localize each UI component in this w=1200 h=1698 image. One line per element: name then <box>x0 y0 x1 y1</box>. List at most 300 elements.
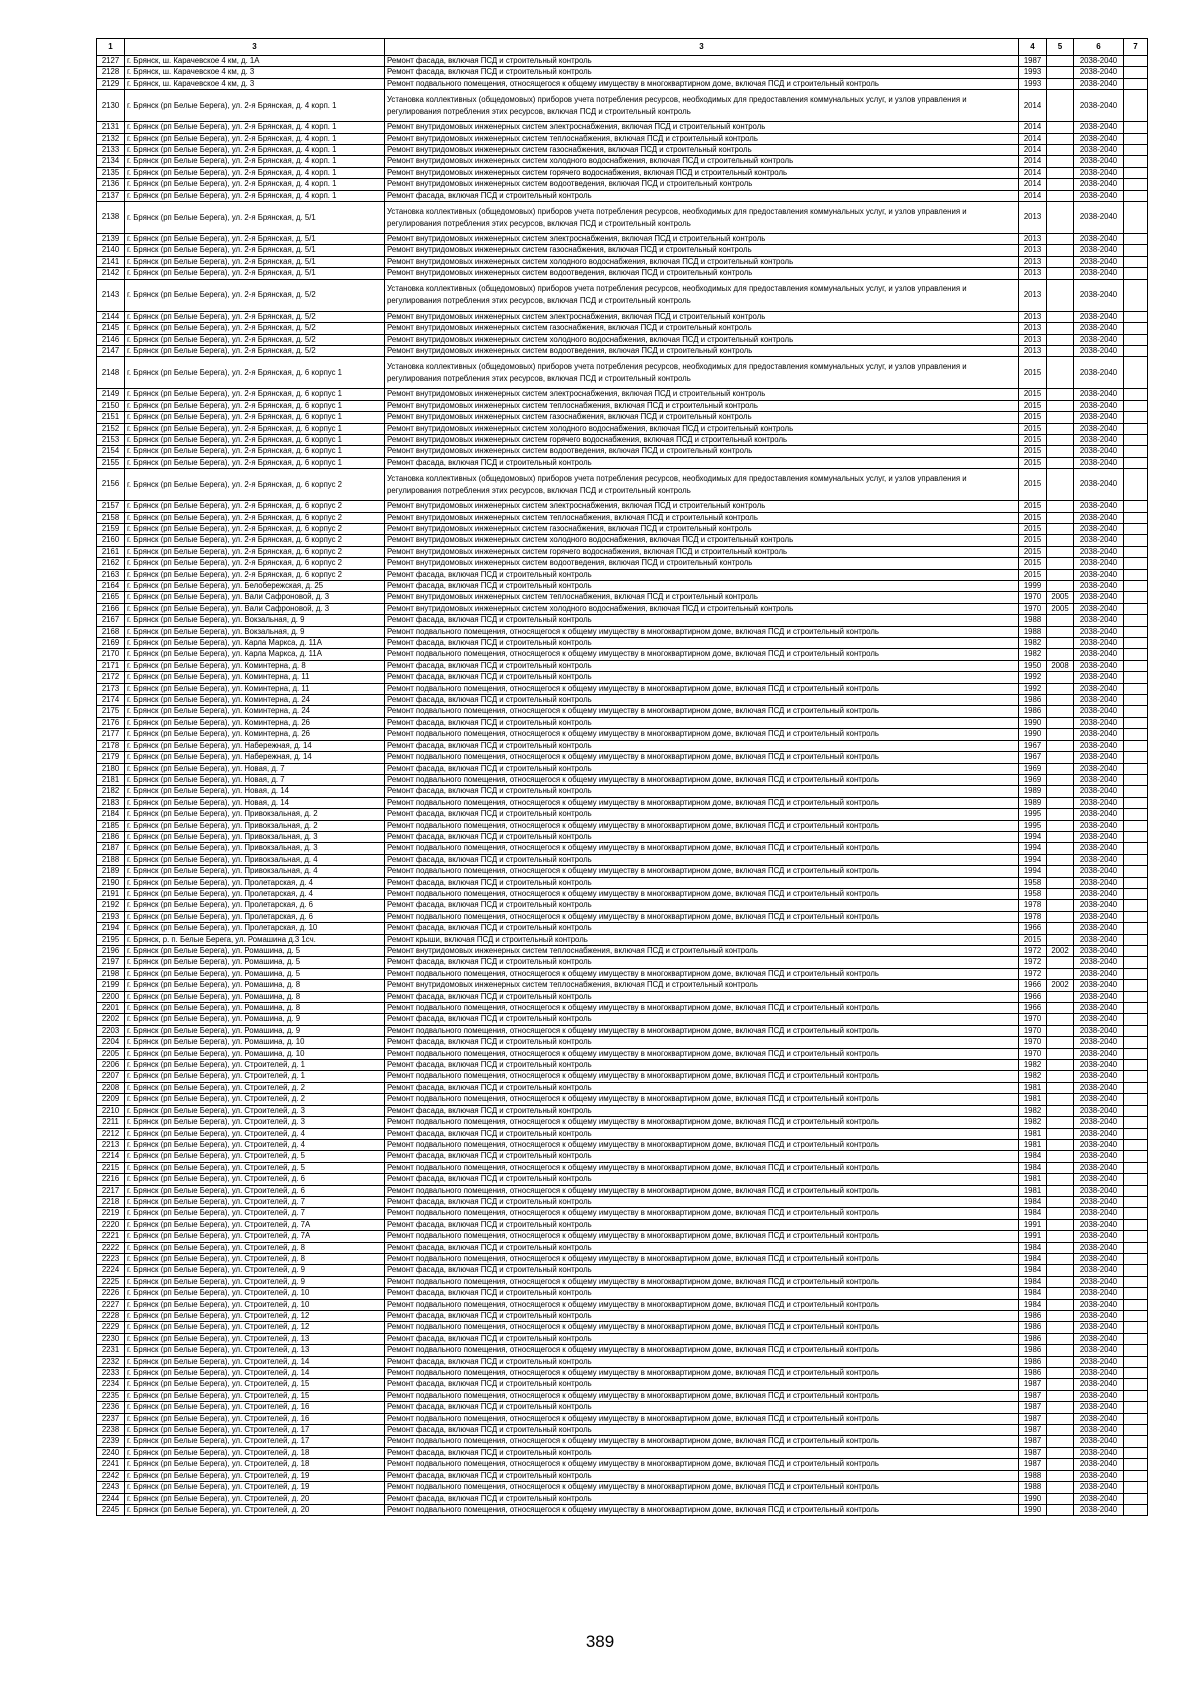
row-period: 2038-2040 <box>1074 763 1124 774</box>
row-address: г. Брянск (рп Белые Берега), ул. 2-я Брянская, д. 6 корпус 1 <box>125 357 385 389</box>
row-number: 2240 <box>97 1447 125 1458</box>
row-period: 2038-2040 <box>1074 167 1124 178</box>
table-row <box>97 446 1148 457</box>
row-repair-year <box>1047 133 1074 144</box>
row-extra <box>1124 957 1148 968</box>
row-work-type: Ремонт фасада, включая ПСД и строительный контроль <box>385 67 1019 78</box>
row-repair-year <box>1047 729 1074 740</box>
row-work-type: Ремонт подвального помещения, относящегося к общему имуществу в многоквартирном доме, включая ПСД и строительный контроль <box>385 1139 1019 1150</box>
row-repair-year <box>1047 179 1074 190</box>
row-number: 2160 <box>97 535 125 546</box>
row-period: 2038-2040 <box>1074 1276 1124 1287</box>
row-work-type: Ремонт фасада, включая ПСД и строительный контроль <box>385 1060 1019 1071</box>
row-address: г. Брянск (рп Белые Берега), ул. 2-я Брянская, д. 4 корп. 1 <box>125 179 385 190</box>
row-period: 2038-2040 <box>1074 934 1124 945</box>
row-repair-year <box>1047 279 1074 311</box>
row-extra <box>1124 1311 1148 1322</box>
row-period: 2038-2040 <box>1074 854 1124 865</box>
row-period: 2038-2040 <box>1074 179 1124 190</box>
table-row <box>97 501 1148 512</box>
table-row <box>97 1208 1148 1219</box>
row-repair-year <box>1047 256 1074 267</box>
row-work-type: Ремонт фасада, включая ПСД и строительный контроль <box>385 1196 1019 1207</box>
row-number: 2156 <box>97 469 125 501</box>
table-row <box>97 683 1148 694</box>
row-repair-year <box>1047 1037 1074 1048</box>
row-period: 2038-2040 <box>1074 1504 1124 1515</box>
row-number: 2128 <box>97 67 125 78</box>
row-repair-year <box>1047 626 1074 637</box>
row-address: г. Брянск (рп Белые Берега), ул. Строителей, д. 9 <box>125 1265 385 1276</box>
row-build-year: 2014 <box>1019 167 1047 178</box>
row-extra <box>1124 1288 1148 1299</box>
row-build-year: 2014 <box>1019 156 1047 167</box>
row-address: г. Брянск (рп Белые Берега), ул. 2-я Брянская, д. 4 корп. 1 <box>125 167 385 178</box>
row-period: 2038-2040 <box>1074 90 1124 122</box>
row-address: г. Брянск (рп Белые Берега), ул. 2-я Брянская, д. 6 корпус 1 <box>125 457 385 468</box>
row-build-year: 2014 <box>1019 133 1047 144</box>
row-period: 2038-2040 <box>1074 1162 1124 1173</box>
table-row <box>97 1333 1148 1344</box>
row-address: г. Брянск (рп Белые Берега), ул. Вокзальная, д. 9 <box>125 626 385 637</box>
row-number: 2167 <box>97 615 125 626</box>
row-work-type: Ремонт подвального помещения, относящегося к общему имуществу в многоквартирном доме, включая ПСД и строительный контроль <box>385 683 1019 694</box>
row-build-year: 1984 <box>1019 1276 1047 1287</box>
row-build-year: 1992 <box>1019 683 1047 694</box>
row-number: 2134 <box>97 156 125 167</box>
table-row <box>97 660 1148 671</box>
table-row <box>97 469 1148 501</box>
table-row <box>97 946 1148 957</box>
row-address: г. Брянск (рп Белые Берега), ул. 2-я Брянская, д. 5/1 <box>125 245 385 256</box>
table-row <box>97 1470 1148 1481</box>
row-address: г. Брянск (рп Белые Берега), ул. Новая, д. 7 <box>125 763 385 774</box>
row-period: 2038-2040 <box>1074 1117 1124 1128</box>
row-number: 2200 <box>97 991 125 1002</box>
row-work-type: Ремонт подвального помещения, относящегося к общему имуществу в многоквартирном доме, включая ПСД и строительный контроль <box>385 1299 1019 1310</box>
row-work-type: Ремонт подвального помещения, относящегося к общему имуществу в многоквартирном доме, включая ПСД и строительный контроль <box>385 1208 1019 1219</box>
row-repair-year <box>1047 90 1074 122</box>
row-work-type: Ремонт фасада, включая ПСД и строительный контроль <box>385 660 1019 671</box>
row-period: 2038-2040 <box>1074 122 1124 133</box>
row-period: 2038-2040 <box>1074 457 1124 468</box>
row-number: 2212 <box>97 1128 125 1139</box>
table-row <box>97 1299 1148 1310</box>
row-repair-year <box>1047 523 1074 534</box>
row-address: г. Брянск (рп Белые Берега), ул. Строителей, д. 13 <box>125 1345 385 1356</box>
table-row <box>97 1128 1148 1139</box>
table-row <box>97 1276 1148 1287</box>
row-number: 2157 <box>97 501 125 512</box>
row-address: г. Брянск (рп Белые Берега), ул. Карла Маркса, д. 11А <box>125 638 385 649</box>
row-address: г. Брянск (рп Белые Берега), ул. Строителей, д. 18 <box>125 1459 385 1470</box>
row-extra <box>1124 389 1148 400</box>
row-work-type: Ремонт внутридомовых инженерных систем теплоснабжения, включая ПСД и строительный контроль <box>385 946 1019 957</box>
row-period: 2038-2040 <box>1074 400 1124 411</box>
table-row <box>97 1322 1148 1333</box>
row-address: г. Брянск (рп Белые Берега), ул. 2-я Брянская, д. 5/2 <box>125 311 385 322</box>
row-repair-year <box>1047 649 1074 660</box>
row-work-type: Ремонт фасада, включая ПСД и строительный контроль <box>385 615 1019 626</box>
row-build-year: 1958 <box>1019 877 1047 888</box>
row-address: г. Брянск (рп Белые Берега), ул. Строителей, д. 17 <box>125 1425 385 1436</box>
row-number: 2236 <box>97 1402 125 1413</box>
row-build-year: 1984 <box>1019 1288 1047 1299</box>
row-build-year: 1966 <box>1019 991 1047 1002</box>
row-period: 2038-2040 <box>1074 980 1124 991</box>
row-period: 2038-2040 <box>1074 1014 1124 1025</box>
row-work-type: Ремонт фасада, включая ПСД и строительный контроль <box>385 1288 1019 1299</box>
row-period: 2038-2040 <box>1074 866 1124 877</box>
row-period: 2038-2040 <box>1074 1322 1124 1333</box>
row-number: 2141 <box>97 256 125 267</box>
row-extra <box>1124 797 1148 808</box>
row-number: 2179 <box>97 752 125 763</box>
row-number: 2244 <box>97 1493 125 1504</box>
table-row <box>97 626 1148 637</box>
table-row <box>97 1139 1148 1150</box>
row-build-year: 1987 <box>1019 1447 1047 1458</box>
row-extra <box>1124 1048 1148 1059</box>
row-repair-year <box>1047 1368 1074 1379</box>
row-repair-year <box>1047 1014 1074 1025</box>
row-period: 2038-2040 <box>1074 334 1124 345</box>
row-repair-year <box>1047 809 1074 820</box>
row-work-type: Ремонт подвального помещения, относящегося к общему имуществу в многоквартирном доме, включая ПСД и строительный контроль <box>385 78 1019 89</box>
row-number: 2190 <box>97 877 125 888</box>
row-repair-year <box>1047 1311 1074 1322</box>
row-repair-year <box>1047 1025 1074 1036</box>
row-address: г. Брянск (рп Белые Берега), ул. Строителей, д. 13 <box>125 1333 385 1344</box>
row-extra <box>1124 268 1148 279</box>
row-number: 2149 <box>97 389 125 400</box>
row-build-year: 1970 <box>1019 603 1047 614</box>
row-repair-year <box>1047 1231 1074 1242</box>
row-repair-year <box>1047 866 1074 877</box>
row-repair-year <box>1047 615 1074 626</box>
table-row <box>97 234 1148 245</box>
row-period: 2038-2040 <box>1074 911 1124 922</box>
row-build-year: 2015 <box>1019 546 1047 557</box>
row-number: 2197 <box>97 957 125 968</box>
row-number: 2191 <box>97 888 125 899</box>
row-work-type: Ремонт подвального помещения, относящегося к общему имуществу в многоквартирном доме, включая ПСД и строительный контроль <box>385 706 1019 717</box>
row-build-year: 1981 <box>1019 1139 1047 1150</box>
row-build-year: 1988 <box>1019 615 1047 626</box>
row-extra <box>1124 752 1148 763</box>
row-work-type: Ремонт подвального помещения, относящегося к общему имуществу в многоквартирном доме, включая ПСД и строительный контроль <box>385 1390 1019 1401</box>
row-build-year: 1995 <box>1019 820 1047 831</box>
table-row <box>97 934 1148 945</box>
row-number: 2181 <box>97 774 125 785</box>
row-work-type: Ремонт подвального помещения, относящегося к общему имуществу в многоквартирном доме, включая ПСД и строительный контроль <box>385 729 1019 740</box>
table-row <box>97 1060 1148 1071</box>
row-period: 2038-2040 <box>1074 786 1124 797</box>
table-row <box>97 1117 1148 1128</box>
row-address: г. Брянск (рп Белые Берега), ул. 2-я Брянская, д. 5/2 <box>125 279 385 311</box>
row-build-year: 1981 <box>1019 1094 1047 1105</box>
table-row <box>97 592 1148 603</box>
row-address: г. Брянск (рп Белые Берега), ул. Строителей, д. 17 <box>125 1436 385 1447</box>
row-repair-year <box>1047 1105 1074 1116</box>
table-row <box>97 558 1148 569</box>
row-number: 2183 <box>97 797 125 808</box>
row-repair-year <box>1047 268 1074 279</box>
table-row <box>97 512 1148 523</box>
row-build-year: 1982 <box>1019 1071 1047 1082</box>
row-address: г. Брянск (рп Белые Берега), ул. Новая, д. 14 <box>125 797 385 808</box>
row-extra <box>1124 1128 1148 1139</box>
row-repair-year <box>1047 1048 1074 1059</box>
row-build-year: 1990 <box>1019 729 1047 740</box>
row-work-type: Ремонт подвального помещения, относящегося к общему имуществу в многоквартирном доме, включая ПСД и строительный контроль <box>385 820 1019 831</box>
row-build-year: 1967 <box>1019 752 1047 763</box>
row-repair-year <box>1047 843 1074 854</box>
row-number: 2231 <box>97 1345 125 1356</box>
row-address: г. Брянск (рп Белые Берега), ул. 2-я Брянская, д. 6 корпус 2 <box>125 546 385 557</box>
row-period: 2038-2040 <box>1074 1196 1124 1207</box>
table-row <box>97 323 1148 334</box>
row-work-type: Ремонт подвального помещения, относящегося к общему имуществу в многоквартирном доме, включая ПСД и строительный контроль <box>385 1003 1019 1014</box>
row-build-year: 2015 <box>1019 569 1047 580</box>
table-row <box>97 706 1148 717</box>
row-repair-year <box>1047 56 1074 67</box>
row-repair-year <box>1047 412 1074 423</box>
row-work-type: Ремонт фасада, включая ПСД и строительный контроль <box>385 923 1019 934</box>
table-row <box>97 1219 1148 1230</box>
table-row <box>97 1288 1148 1299</box>
row-number: 2237 <box>97 1413 125 1424</box>
table-row <box>97 1459 1148 1470</box>
row-extra <box>1124 412 1148 423</box>
table-row <box>97 900 1148 911</box>
row-work-type: Ремонт фасада, включая ПСД и строительный контроль <box>385 638 1019 649</box>
row-build-year: 2015 <box>1019 357 1047 389</box>
row-extra <box>1124 1060 1148 1071</box>
row-build-year: 1984 <box>1019 1253 1047 1264</box>
row-repair-year <box>1047 1425 1074 1436</box>
row-number: 2176 <box>97 717 125 728</box>
row-build-year: 1982 <box>1019 649 1047 660</box>
row-work-type: Ремонт внутридомовых инженерных систем теплоснабжения, включая ПСД и строительный контроль <box>385 980 1019 991</box>
row-number: 2130 <box>97 90 125 122</box>
table-row <box>97 1014 1148 1025</box>
row-period: 2038-2040 <box>1074 843 1124 854</box>
row-period: 2038-2040 <box>1074 145 1124 156</box>
table-row <box>97 729 1148 740</box>
row-repair-year <box>1047 1356 1074 1367</box>
row-build-year: 1988 <box>1019 1470 1047 1481</box>
table-row <box>97 311 1148 322</box>
table-row <box>97 797 1148 808</box>
row-extra <box>1124 357 1148 389</box>
row-extra <box>1124 660 1148 671</box>
row-repair-year <box>1047 1128 1074 1139</box>
row-address: г. Брянск (рп Белые Берега), ул. Ромашина, д. 5 <box>125 957 385 968</box>
row-repair-year <box>1047 1288 1074 1299</box>
row-number: 2154 <box>97 446 125 457</box>
row-extra <box>1124 1470 1148 1481</box>
row-work-type: Ремонт фасада, включая ПСД и строительный контроль <box>385 991 1019 1002</box>
row-work-type: Ремонт внутридомовых инженерных систем электроснабжения, включая ПСД и строительный контроль <box>385 311 1019 322</box>
row-address: г. Брянск (рп Белые Берега), ул. Строителей, д. 15 <box>125 1390 385 1401</box>
row-period: 2038-2040 <box>1074 991 1124 1002</box>
row-build-year: 1989 <box>1019 797 1047 808</box>
row-work-type: Ремонт подвального помещения, относящегося к общему имуществу в многоквартирном доме, включая ПСД и строительный контроль <box>385 911 1019 922</box>
row-address: г. Брянск (рп Белые Берега), ул. 2-я Брянская, д. 4 корп. 1 <box>125 190 385 201</box>
table-row <box>97 1436 1148 1447</box>
row-number: 2135 <box>97 167 125 178</box>
row-work-type: Ремонт фасада, включая ПСД и строительный контроль <box>385 1311 1019 1322</box>
row-number: 2193 <box>97 911 125 922</box>
row-extra <box>1124 1425 1148 1436</box>
row-period: 2038-2040 <box>1074 1413 1124 1424</box>
header-col-2: 3 <box>125 39 385 56</box>
row-number: 2165 <box>97 592 125 603</box>
row-address: г. Брянск (рп Белые Берега), ул. Ромашина, д. 10 <box>125 1048 385 1059</box>
row-period: 2038-2040 <box>1074 67 1124 78</box>
row-repair-year <box>1047 968 1074 979</box>
row-build-year: 2014 <box>1019 90 1047 122</box>
row-extra <box>1124 831 1148 842</box>
row-repair-year <box>1047 888 1074 899</box>
row-repair-year <box>1047 900 1074 911</box>
row-extra <box>1124 1390 1148 1401</box>
table-row <box>97 523 1148 534</box>
row-number: 2196 <box>97 946 125 957</box>
table-row <box>97 90 1148 122</box>
row-extra <box>1124 1151 1148 1162</box>
table-row <box>97 1162 1148 1173</box>
row-build-year: 1969 <box>1019 763 1047 774</box>
table-row <box>97 1253 1148 1264</box>
row-address: г. Брянск (рп Белые Берега), ул. 2-я Брянская, д. 5/2 <box>125 334 385 345</box>
row-work-type: Ремонт подвального помещения, относящегося к общему имуществу в многоквартирном доме, включая ПСД и строительный контроль <box>385 752 1019 763</box>
row-address: г. Брянск (рп Белые Берега), ул. Строителей, д. 7А <box>125 1219 385 1230</box>
row-extra <box>1124 1436 1148 1447</box>
row-number: 2203 <box>97 1025 125 1036</box>
row-extra <box>1124 592 1148 603</box>
row-repair-year <box>1047 581 1074 592</box>
row-period: 2038-2040 <box>1074 649 1124 660</box>
row-address: г. Брянск (рп Белые Берега), ул. Пролетарская, д. 6 <box>125 911 385 922</box>
row-work-type: Установка коллективных (общедомовых) приборов учета потребления ресурсов, необходимых для предоставления коммунальных услуг, и узлов управления и регулирования потребления этих ресурсов, включая ПСД и строительный контроль <box>385 357 1019 389</box>
row-address: г. Брянск (рп Белые Берега), ул. Строителей, д. 14 <box>125 1368 385 1379</box>
table-row <box>97 1265 1148 1276</box>
row-number: 2172 <box>97 672 125 683</box>
row-extra <box>1124 1082 1148 1093</box>
table-row <box>97 389 1148 400</box>
row-build-year: 2013 <box>1019 334 1047 345</box>
row-address: г. Брянск (рп Белые Берега), ул. Строителей, д. 10 <box>125 1288 385 1299</box>
table-row <box>97 911 1148 922</box>
row-build-year: 1984 <box>1019 1208 1047 1219</box>
row-build-year: 1987 <box>1019 1436 1047 1447</box>
table-row <box>97 809 1148 820</box>
row-repair-year <box>1047 786 1074 797</box>
row-build-year: 1986 <box>1019 1345 1047 1356</box>
row-repair-year <box>1047 1299 1074 1310</box>
row-period: 2038-2040 <box>1074 156 1124 167</box>
row-repair-year <box>1047 1504 1074 1515</box>
row-build-year: 1989 <box>1019 786 1047 797</box>
row-repair-year <box>1047 67 1074 78</box>
row-address: г. Брянск (рп Белые Берега), ул. Строителей, д. 4 <box>125 1139 385 1150</box>
row-period: 2038-2040 <box>1074 592 1124 603</box>
row-extra <box>1124 1493 1148 1504</box>
row-repair-year <box>1047 535 1074 546</box>
table-row <box>97 786 1148 797</box>
row-work-type: Ремонт внутридомовых инженерных систем теплоснабжения, включая ПСД и строительный контроль <box>385 512 1019 523</box>
row-period: 2038-2040 <box>1074 717 1124 728</box>
row-period: 2038-2040 <box>1074 695 1124 706</box>
row-repair-year: 2002 <box>1047 946 1074 957</box>
row-number: 2171 <box>97 660 125 671</box>
table-row <box>97 1368 1148 1379</box>
row-extra <box>1124 820 1148 831</box>
row-work-type: Ремонт фасада, включая ПСД и строительный контроль <box>385 1447 1019 1458</box>
row-extra <box>1124 1299 1148 1310</box>
row-build-year: 1987 <box>1019 1413 1047 1424</box>
row-period: 2038-2040 <box>1074 752 1124 763</box>
row-build-year: 1995 <box>1019 809 1047 820</box>
row-number: 2182 <box>97 786 125 797</box>
row-address: г. Брянск (рп Белые Берега), ул. Строителей, д. 20 <box>125 1493 385 1504</box>
row-work-type: Ремонт подвального помещения, относящегося к общему имуществу в многоквартирном доме, включая ПСД и строительный контроль <box>385 774 1019 785</box>
row-work-type: Ремонт фасада, включая ПСД и строительный контроль <box>385 581 1019 592</box>
row-period: 2038-2040 <box>1074 603 1124 614</box>
row-work-type: Ремонт подвального помещения, относящегося к общему имуществу в многоквартирном доме, включая ПСД и строительный контроль <box>385 866 1019 877</box>
row-build-year: 1966 <box>1019 1003 1047 1014</box>
row-period: 2038-2040 <box>1074 615 1124 626</box>
table-row <box>97 1003 1148 1014</box>
row-period: 2038-2040 <box>1074 535 1124 546</box>
row-extra <box>1124 1504 1148 1515</box>
row-build-year: 1966 <box>1019 980 1047 991</box>
row-number: 2220 <box>97 1219 125 1230</box>
row-work-type: Ремонт фасада, включая ПСД и строительный контроль <box>385 695 1019 706</box>
row-work-type: Ремонт фасада, включая ПСД и строительный контроль <box>385 1105 1019 1116</box>
table-row <box>97 831 1148 842</box>
row-address: г. Брянск (рп Белые Берега), ул. Строителей, д. 7 <box>125 1196 385 1207</box>
table-row <box>97 245 1148 256</box>
row-address: г. Брянск (рп Белые Берега), ул. Набережная, д. 14 <box>125 752 385 763</box>
row-repair-year <box>1047 78 1074 89</box>
row-extra <box>1124 877 1148 888</box>
row-extra <box>1124 854 1148 865</box>
row-work-type: Ремонт фасада, включая ПСД и строительный контроль <box>385 1242 1019 1253</box>
table-row <box>97 156 1148 167</box>
row-address: г. Брянск (рп Белые Берега), ул. Строителей, д. 2 <box>125 1094 385 1105</box>
row-build-year: 1981 <box>1019 1185 1047 1196</box>
row-repair-year <box>1047 717 1074 728</box>
row-period: 2038-2040 <box>1074 968 1124 979</box>
row-build-year: 1986 <box>1019 1356 1047 1367</box>
row-repair-year <box>1047 569 1074 580</box>
row-work-type: Установка коллективных (общедомовых) приборов учета потребления ресурсов, необходимых для предоставления коммунальных услуг, и узлов управления и регулирования потребления этих ресурсов, включая ПСД и строительный контроль <box>385 279 1019 311</box>
row-address: г. Брянск (рп Белые Берега), ул. 2-я Брянская, д. 4 корп. 1 <box>125 145 385 156</box>
row-build-year: 1969 <box>1019 774 1047 785</box>
row-number: 2230 <box>97 1333 125 1344</box>
row-work-type: Ремонт внутридомовых инженерных систем электроснабжения, включая ПСД и строительный контроль <box>385 122 1019 133</box>
row-period: 2038-2040 <box>1074 234 1124 245</box>
header-col-3: 3 <box>385 39 1019 56</box>
table-row <box>97 923 1148 934</box>
row-work-type: Ремонт фасада, включая ПСД и строительный контроль <box>385 1333 1019 1344</box>
row-period: 2038-2040 <box>1074 1185 1124 1196</box>
row-repair-year <box>1047 797 1074 808</box>
row-extra <box>1124 866 1148 877</box>
